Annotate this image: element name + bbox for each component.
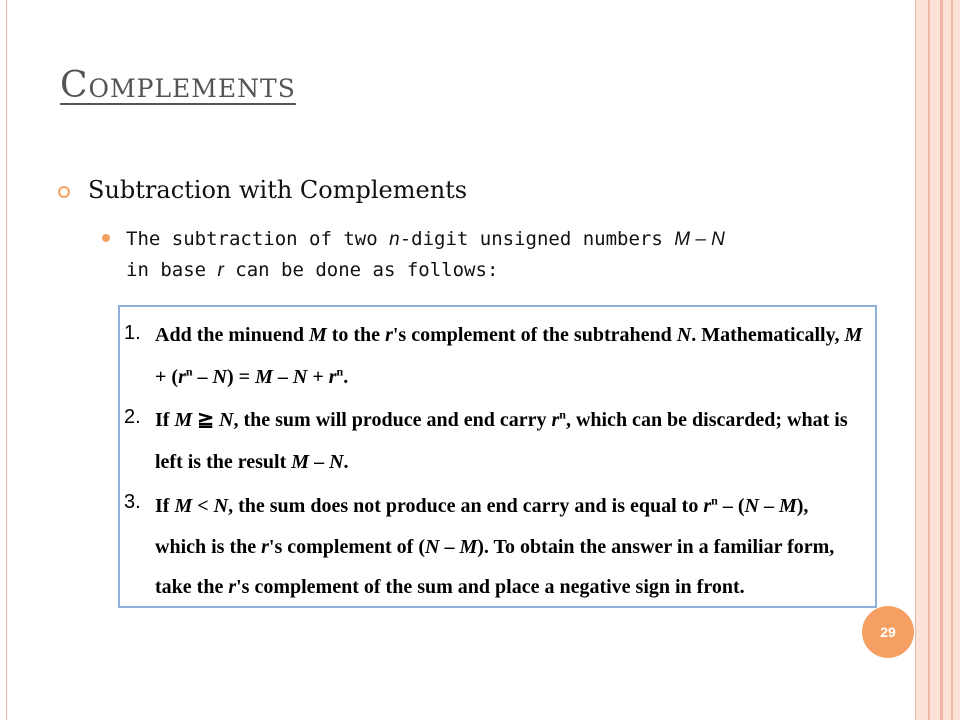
decorative-right-strip xyxy=(916,0,960,720)
step-number: 3. xyxy=(124,491,141,513)
decorative-strip-line xyxy=(928,0,930,720)
step-2-line-2: left is the result M – N. xyxy=(155,451,349,473)
step-1-line-2: + $(r^n - N) = M - N + r^n$. xyxy=(155,364,349,388)
bullet-ring-icon xyxy=(58,186,70,198)
step-1-line-1: Add the minuend M to the r's complement of the subtrahend N. Mathematically, M xyxy=(155,324,863,346)
slide-title: Complements xyxy=(60,65,296,106)
step-3-line-2: which is the r's complement of (N – M). To obtain the answer in a familiar form, xyxy=(155,536,835,558)
step-number: 1. xyxy=(124,322,141,344)
page-number-badge: 29 xyxy=(862,606,914,658)
step-3 xyxy=(120,307,875,606)
step-3-line-1: If M < N, the sum does not produce an end carry and is equal to $r^n - (N - M)$, xyxy=(155,493,809,517)
bullet-dot-icon xyxy=(102,234,110,242)
decorative-strip-line xyxy=(951,0,953,720)
step-2-line-1: If M ≧ N, the sum will produce and end carry $r^n$, which can be discarded; what is xyxy=(155,407,848,431)
step-3-line-3: take the r's complement of the sum and place a negative sign in front. xyxy=(155,576,745,598)
decorative-strip-line xyxy=(940,0,943,720)
bullet-level1-text: Subtraction with Complements xyxy=(88,176,468,204)
bullet-level2-text: The subtraction of two n-digit unsigned numbers M – N in base r can be done as follows: xyxy=(126,228,725,281)
frame-left-line xyxy=(6,0,7,720)
step-number: 2. xyxy=(124,406,141,428)
steps-box xyxy=(118,305,877,608)
